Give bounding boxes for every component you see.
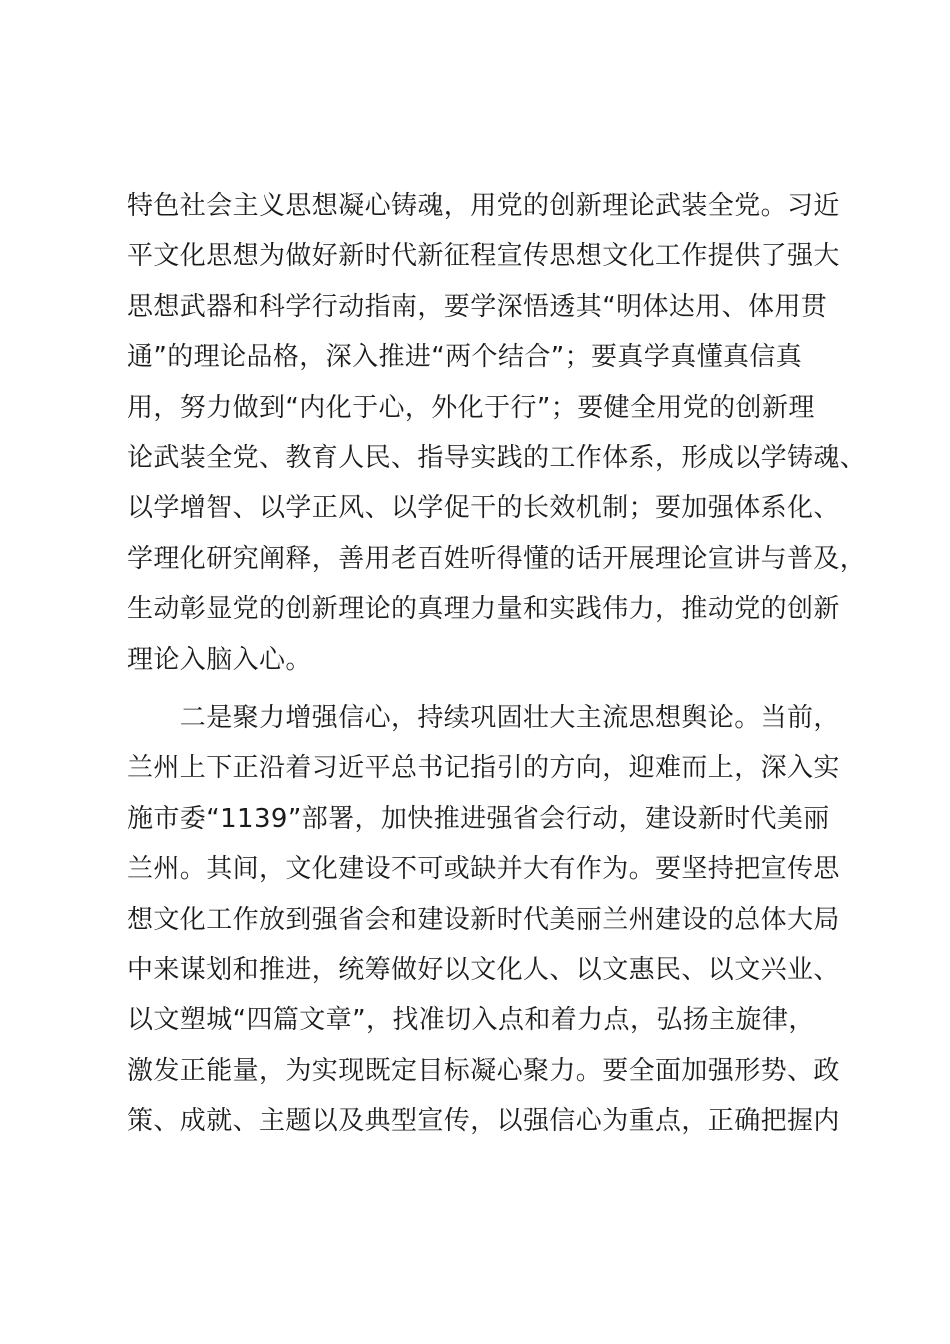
text-line: 论武装全党、教育人民、指导实践的工作体系，形成以学铸魂、 xyxy=(127,442,867,473)
text-line: 兰州。其间，文化建设不可或缺并大有作为。要坚持把宣传思 xyxy=(127,854,840,885)
text-line: 兰州上下正沿着习近平总书记指引的方向，迎难而上，深入实 xyxy=(127,753,840,784)
text-line: 以学增智、以学正风、以学促干的长效机制；要加强体系化、 xyxy=(127,493,840,524)
text-line: 激发正能量，为实现既定目标凝心聚力。要全面加强形势、政 xyxy=(127,1055,840,1086)
text-line: 想文化工作放到强省会和建设新时代美丽兰州建设的总体大局 xyxy=(127,904,840,935)
text-line: 二是聚力增强信心，持续巩固壮大主流思想舆论。当前， xyxy=(127,703,840,733)
text-line: 以文塑城“四篇文章”，找准切入点和着力点，弘扬主旋律， xyxy=(127,1005,815,1036)
text-line: 中来谋划和推进，统筹做好以文化人、以文惠民、以文兴业、 xyxy=(127,954,840,985)
text-line: 平文化思想为做好新时代新征程宣传思想文化工作提供了强大 xyxy=(127,241,840,272)
text-line: 用，努力做到“内化于心，外化于行”；要健全用党的创新理 xyxy=(127,392,815,423)
paragraph-2 xyxy=(127,693,867,1147)
text-line: 理论入脑入心。 xyxy=(127,644,312,675)
text-line: 生动彰显党的创新理论的真理力量和实践伟力，推动党的创新 xyxy=(127,594,840,625)
text-line: 策、成就、主题以及典型宣传，以强信心为重点，正确把握内 xyxy=(127,1106,840,1137)
text-line: 思想武器和科学行动指南，要学深悟透其“明体达用、体用贯 xyxy=(127,291,828,322)
text-line: 施市委“1139”部署，加快推进强省会行动，建设新时代美丽 xyxy=(127,803,830,834)
text-line: 通”的理论品格，深入推进“两个结合”；要真学真懂真信真 xyxy=(127,342,803,373)
text-line: 特色社会主义思想凝心铸魂，用党的创新理论武装全党。习近 xyxy=(127,191,840,221)
text-line: 学理化研究阐释，善用老百姓听得懂的话开展理论宣讲与普及， xyxy=(127,543,867,574)
paragraph-1 xyxy=(127,181,867,685)
